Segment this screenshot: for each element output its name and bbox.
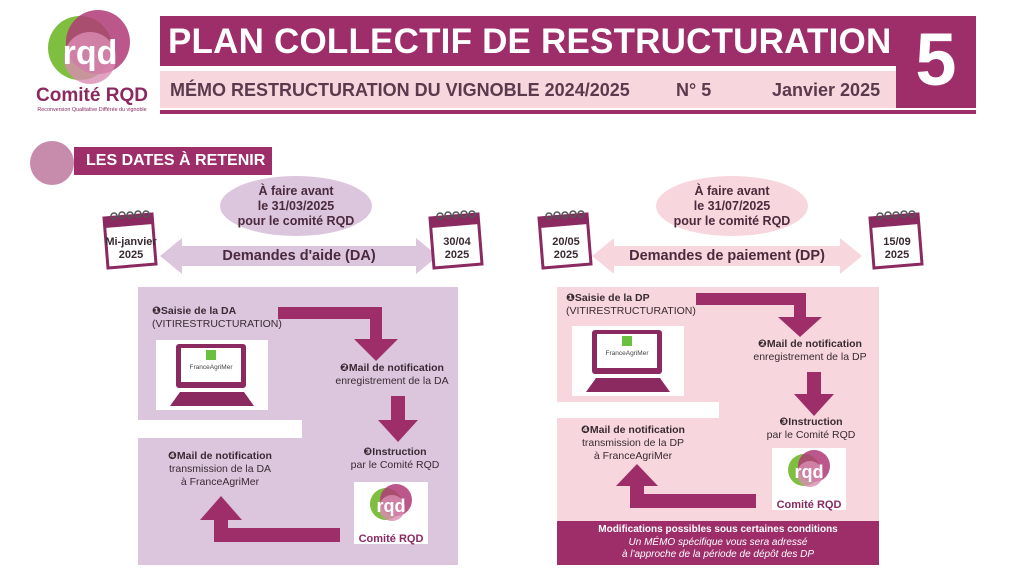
franceagrimer-label: FranceAgriMer <box>189 364 233 371</box>
issue-number: N° 5 <box>676 80 712 100</box>
da-start-date <box>100 236 162 262</box>
da-deadline-oval <box>220 176 372 236</box>
da-arrow-2-3 <box>378 396 418 442</box>
dp-step4-title: ❹Mail de notification <box>581 424 685 436</box>
da-start-date-line1: Mi-janvier <box>105 236 157 248</box>
memo-subtitle: MÉMO RESTRUCTURATION DU VIGNOBLE 2024/2025 <box>170 80 630 100</box>
da-arrow-3-4 <box>190 496 340 546</box>
da-deadline-line1: À faire avant <box>258 183 334 198</box>
dp-step4-sub2: à FranceAgriMer <box>593 450 673 462</box>
computer-icon <box>572 326 684 396</box>
dp-step3-title: ❸Instruction <box>779 416 843 428</box>
dp-deadline-line2: le 31/07/2025 <box>693 198 771 213</box>
section-title: LES DATES À RETENIR <box>86 152 266 169</box>
da-step2-title: ❷Mail de notification <box>340 362 444 374</box>
da-start-date-line2: 2025 <box>118 249 144 261</box>
dp-step2-title: ❷Mail de notification <box>758 338 862 350</box>
dp-step2-sub: enregistrement de la DP <box>753 351 867 363</box>
da-step2 <box>326 362 458 388</box>
da-end-date-line1: 30/04 <box>443 236 471 248</box>
da-step1-title: ❶Saisie de la DA <box>152 305 237 317</box>
da-step3 <box>340 446 450 472</box>
da-deadline-line2: le 31/03/2025 <box>257 198 335 213</box>
dp-footer-title: Modifications possibles sous certaines conditions <box>598 524 838 535</box>
comite-rqd-small-logo <box>772 448 846 510</box>
da-arrow-1-2 <box>278 305 408 363</box>
dp-step1-title: ❶Saisie de la DP <box>566 292 650 304</box>
dp-step1-sub: (VITIRESTRUCTURATION) <box>566 305 696 317</box>
dp-step2 <box>744 338 876 364</box>
da-end-date-line2: 2025 <box>444 249 470 261</box>
dp-deadline-line1: À faire avant <box>694 183 770 198</box>
dp-start-date <box>535 236 597 262</box>
dp-step1 <box>566 292 696 318</box>
dp-deadline-line3: pour le comité RQD <box>673 213 791 228</box>
dp-label: Demandes de paiement (DP) <box>629 248 825 264</box>
dp-panel-cutout <box>557 402 719 418</box>
da-step4-sub2: à FranceAgriMer <box>180 476 260 488</box>
dp-deadline-oval <box>656 176 808 236</box>
issue-date: Janvier 2025 <box>772 80 881 100</box>
logo-name: Comité RQD <box>36 85 148 106</box>
dp-start-date-line2: 2025 <box>553 249 579 261</box>
section-circle <box>30 141 74 185</box>
comite-rqd-small-logo-name: Comité RQD <box>358 533 424 545</box>
da-end-date <box>426 236 488 262</box>
comite-rqd-small-logo <box>354 482 428 544</box>
dp-step4-sub1: transmission de la DP <box>581 437 685 449</box>
dp-step4 <box>568 424 698 463</box>
dp-end-date <box>866 236 928 262</box>
dp-step3 <box>756 416 866 442</box>
header-rule <box>160 110 976 114</box>
dp-end-date-line2: 2025 <box>884 249 910 261</box>
da-step1 <box>152 305 282 331</box>
da-step3-title: ❸Instruction <box>363 446 427 458</box>
da-step3-sub: par le Comité RQD <box>350 459 440 471</box>
dp-arrow-3-4 <box>604 464 756 512</box>
dp-small-logo-monogram: rqd <box>794 462 824 482</box>
dp-end-date-line1: 15/09 <box>883 236 911 248</box>
logo-tagline: Reconversion Qualitative Différée du vignoble <box>37 107 147 113</box>
da-step4-sub1: transmission de la DA <box>168 463 272 475</box>
logo-monogram: rqd <box>62 34 118 72</box>
comite-rqd-small-logo-name: Comité RQD <box>776 499 842 511</box>
da-step1-sub: (VITIRESTRUCTURATION) <box>152 318 282 330</box>
issue-big-number: 5 <box>915 18 957 101</box>
da-panel-cutout <box>138 420 302 438</box>
dp-start-date-line1: 20/05 <box>552 236 580 248</box>
dp-arrow-1-2 <box>696 291 828 339</box>
computer-icon <box>156 340 268 410</box>
da-step4 <box>150 450 290 489</box>
dp-step3-sub: par le Comité RQD <box>766 429 856 441</box>
da-step2-sub: enregistrement de la DA <box>335 375 449 387</box>
da-deadline-line3: pour le comité RQD <box>237 213 355 228</box>
dp-footer-note-1: Un MÉMO spécifique vous sera adressé <box>628 537 808 548</box>
da-label: Demandes d'aide (DA) <box>222 248 376 264</box>
dp-arrow-2-3 <box>794 372 834 416</box>
da-small-logo-monogram: rqd <box>376 496 406 516</box>
page-title: PLAN COLLECTIF DE RESTRUCTURATION <box>168 22 892 61</box>
dp-footer-note-2: à l'approche de la période de dépôt des DP <box>621 549 815 560</box>
da-step4-title: ❹Mail de notification <box>168 450 272 462</box>
franceagrimer-label: FranceAgriMer <box>605 350 649 357</box>
